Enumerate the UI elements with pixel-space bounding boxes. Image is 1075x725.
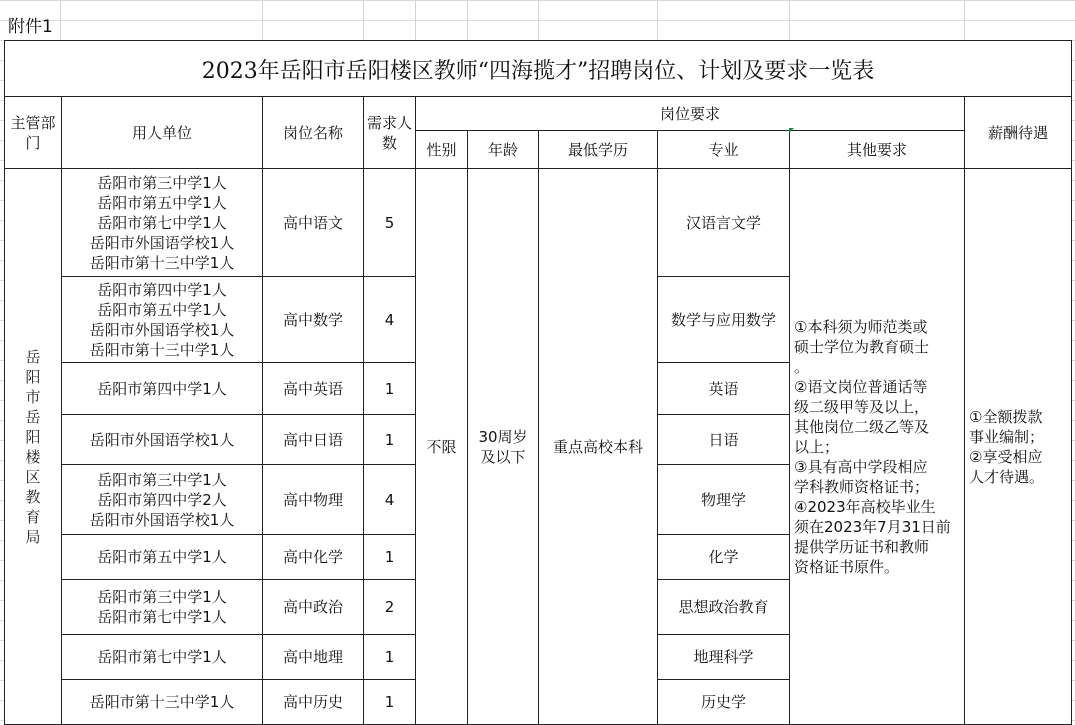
gender-cell[interactable]: 不限 [416,169,468,725]
salary-line: 人才待遇。 [969,467,1045,486]
count-cell[interactable]: 4 [364,277,416,363]
unit-cell[interactable] [62,580,263,635]
unit-line: 岳阳市外国语学校1人 [89,430,235,449]
unit-cell[interactable] [62,535,263,580]
department-char: 岳 [25,407,41,426]
department-char: 区 [25,467,41,486]
major-cell[interactable]: 思想政治教育 [658,580,790,635]
other-line: ③具有高中学段相应 [794,457,928,476]
unit-cell[interactable] [62,277,263,363]
unit-line: 岳阳市第十三中学1人 [89,253,235,272]
header-gender[interactable]: 性别 [416,131,468,169]
count-cell[interactable]: 1 [364,635,416,680]
position-cell[interactable]: 高中物理 [263,465,364,535]
other-line: 。 [794,357,810,376]
unit-cell[interactable] [62,415,263,465]
count-cell[interactable]: 2 [364,580,416,635]
attachment-label[interactable]: 附件1 [8,17,53,37]
unit-cell[interactable] [62,635,263,680]
count-cell[interactable]: 1 [364,535,416,580]
unit-line: 岳阳市第十三中学1人 [89,693,235,711]
salary-line: ②享受相应 [969,447,1043,466]
header-count[interactable]: 需求人数 [364,97,416,169]
age-line: 及以下 [480,447,526,466]
other-requirements-cell[interactable] [790,169,965,725]
count-cell[interactable]: 1 [364,363,416,415]
unit-line: 岳阳市第三中学1人 [97,173,227,192]
cell-comment-marker-icon [789,128,794,133]
header-major[interactable]: 专业 [658,131,790,169]
header-other[interactable]: 其他要求 [790,131,965,169]
department-char: 楼 [25,447,41,466]
header-position[interactable]: 岗位名称 [263,97,364,169]
major-cell[interactable]: 物理学 [658,465,790,535]
education-cell[interactable]: 重点高校本科 [539,169,658,725]
header-age[interactable]: 年龄 [468,131,539,169]
salary-line: ①全额拨款 [969,407,1043,426]
unit-line: 岳阳市外国语学校1人 [89,320,235,339]
major-cell[interactable]: 汉语言文学 [658,169,790,277]
header-salary[interactable]: 薪酬待遇 [965,97,1072,169]
department-char: 阳 [25,367,41,386]
major-cell[interactable]: 历史学 [658,680,790,725]
major-cell[interactable]: 日语 [658,415,790,465]
other-line: 资格证书原件。 [794,557,900,576]
department-char: 阳 [25,427,41,446]
department-char: 市 [25,387,41,406]
department-char: 教 [25,487,41,506]
unit-line: 岳阳市第五中学1人 [97,193,227,212]
unit-line: 岳阳市第三中学1人 [97,588,227,606]
column-gridlines [0,0,1075,40]
department-char: 岳 [25,347,41,366]
unit-cell[interactable] [62,169,263,277]
major-cell[interactable]: 数学与应用数学 [658,277,790,363]
position-cell[interactable]: 高中历史 [263,680,364,725]
unit-line: 岳阳市第七中学1人 [97,648,227,666]
department-char: 局 [25,527,41,546]
unit-line: 岳阳市第五中学1人 [97,548,227,566]
unit-line: 岳阳市第四中学1人 [97,280,227,299]
header-education[interactable]: 最低学历 [539,131,658,169]
major-cell[interactable]: 地理科学 [658,635,790,680]
page-title[interactable]: 2023年岳阳市岳阳楼区教师“四海揽才”招聘岗位、计划及要求一览表 [4,40,1072,97]
position-cell[interactable]: 高中化学 [263,535,364,580]
unit-cell[interactable] [62,465,263,535]
count-cell[interactable]: 5 [364,169,416,277]
unit-line: 岳阳市第四中学1人 [97,379,227,398]
unit-cell[interactable] [62,363,263,415]
count-cell[interactable]: 4 [364,465,416,535]
unit-line: 岳阳市第七中学1人 [97,608,227,626]
major-cell[interactable]: 英语 [658,363,790,415]
age-line: 30周岁 [478,427,528,446]
unit-line: 岳阳市第十三中学1人 [89,340,235,359]
header-requirements-group[interactable]: 岗位要求 [416,97,965,131]
salary-line: 事业编制； [969,427,1045,446]
other-line: 须在2023年7月31日前 [794,517,951,536]
unit-line: 岳阳市第七中学1人 [97,213,227,232]
unit-line: 岳阳市第三中学1人 [97,470,227,489]
department-char: 育 [25,507,41,526]
other-line: 学科教师资格证书； [794,477,930,496]
other-line: ②语文岗位普通话等 [794,377,928,396]
recruitment-table [4,96,1072,725]
age-cell[interactable] [468,169,539,725]
other-line: 级二级甲等及以上， [794,397,930,416]
unit-line: 岳阳市外国语学校1人 [89,510,235,529]
other-line: 硕士学位为教育硕士 [794,337,930,356]
position-cell[interactable]: 高中政治 [263,580,364,635]
salary-cell[interactable] [965,169,1072,725]
unit-line: 岳阳市第五中学1人 [97,300,227,319]
other-line: 其他岗位二级乙等及 [794,417,930,436]
position-cell[interactable]: 高中地理 [263,635,364,680]
position-cell[interactable]: 高中语文 [263,169,364,277]
unit-line: 岳阳市第四中学2人 [97,490,227,509]
count-cell[interactable]: 1 [364,680,416,725]
other-line: 以上； [794,437,840,456]
other-line: ①本科须为师范类或 [794,317,928,336]
position-cell[interactable]: 高中英语 [263,363,364,415]
unit-line: 岳阳市外国语学校1人 [89,233,235,252]
position-cell[interactable]: 高中数学 [263,277,364,363]
other-line: 提供学历证书和教师 [794,537,930,556]
position-cell[interactable]: 高中日语 [263,415,364,465]
table-row [5,169,1072,277]
count-cell[interactable]: 1 [364,415,416,465]
other-line: ④2023年高校毕业生 [794,497,936,516]
header-dept[interactable]: 主管部门 [5,97,62,169]
unit-cell[interactable] [62,680,263,725]
major-cell[interactable]: 化学 [658,535,790,580]
header-unit[interactable]: 用人单位 [62,97,263,169]
department-cell[interactable] [5,169,62,725]
